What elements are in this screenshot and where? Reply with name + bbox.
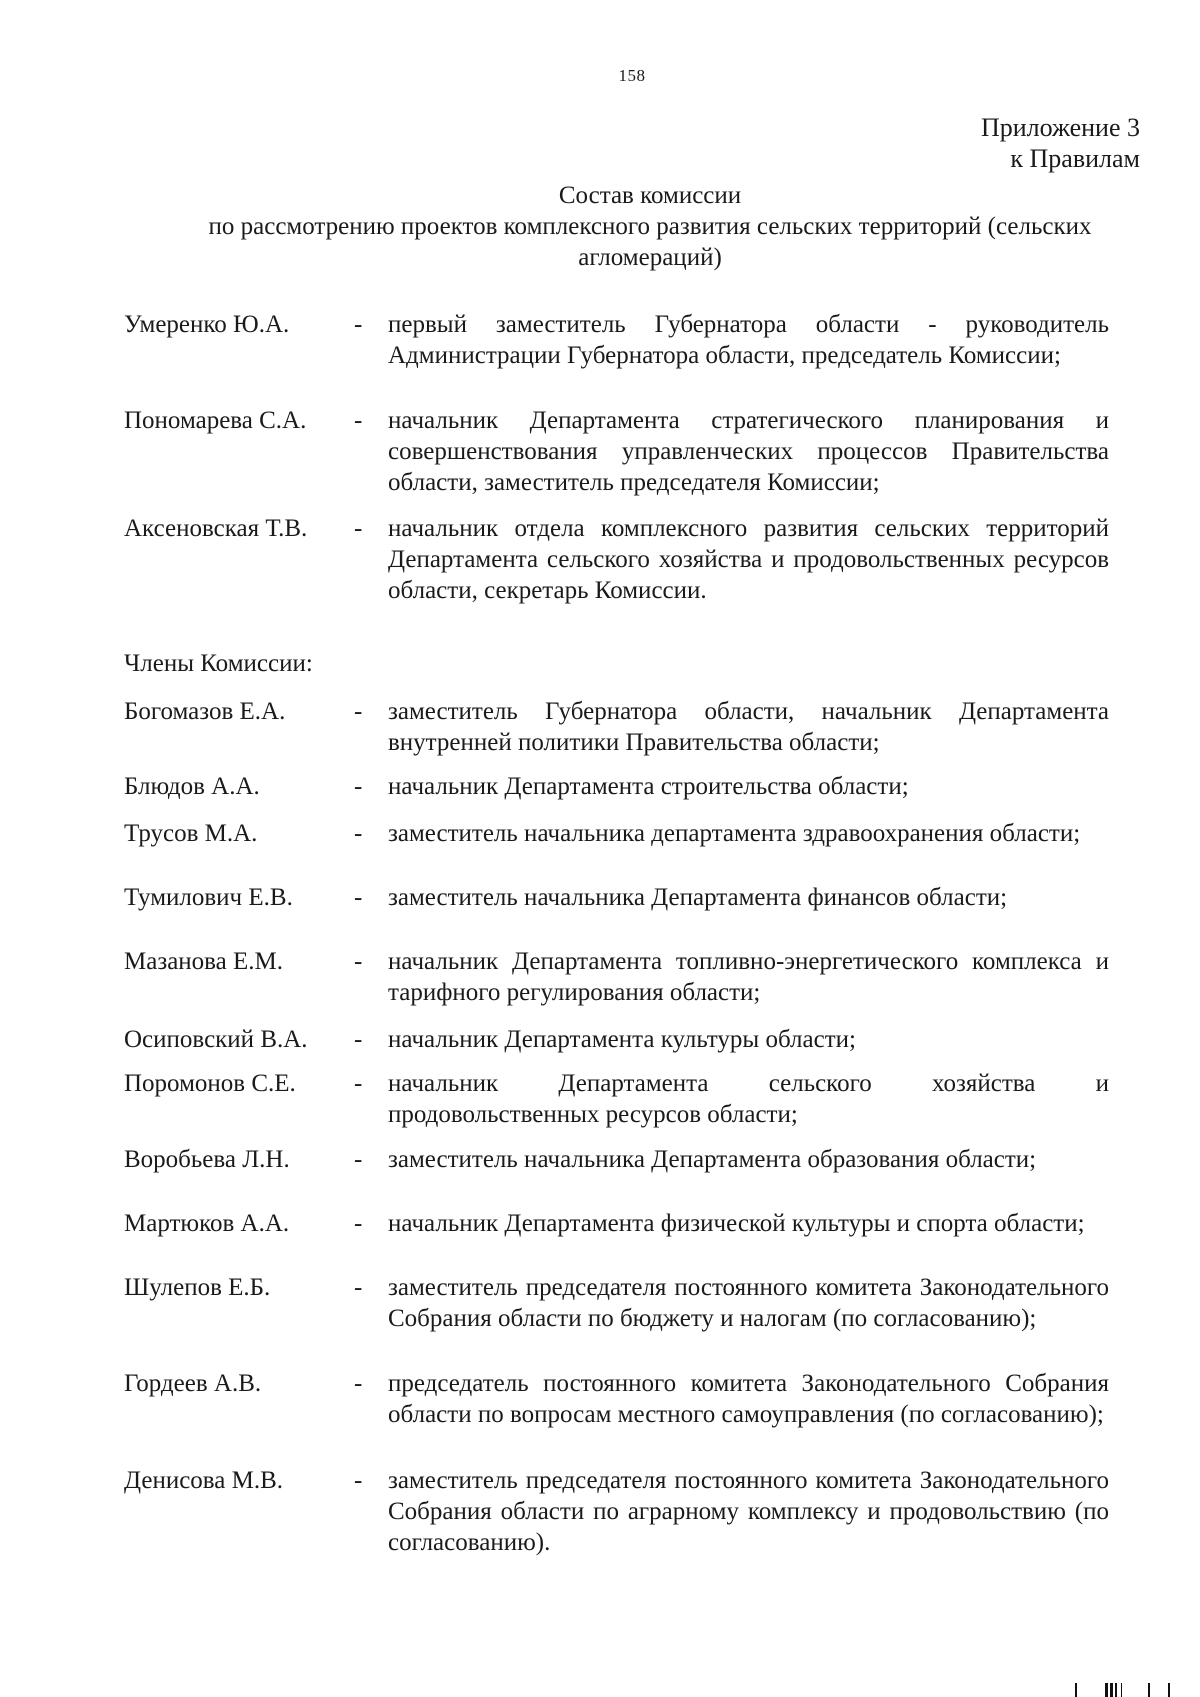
dash-separator: -	[354, 773, 363, 800]
dash-separator: -	[354, 820, 363, 847]
dash-separator: -	[354, 884, 363, 911]
dash-separator: -	[354, 1210, 363, 1237]
appendix-reference	[981, 112, 1140, 174]
dash-separator: -	[354, 1146, 363, 1173]
title-line-2: по рассмотрению проектов комплексного развития сельских территорий (сельских	[208, 213, 1092, 240]
member-name: Шулепов Е.Б.	[124, 1274, 271, 1301]
dash-separator: -	[354, 698, 363, 725]
dash-separator: -	[354, 948, 363, 975]
dash-separator: -	[354, 1370, 363, 1397]
member-role: начальник Департамента стратегического планирования и совершенствования управленческих процессов Правительства области, заместитель председателя Комиссии;	[388, 407, 1109, 496]
member-name: Тумилович Е.В.	[124, 884, 293, 911]
member-name: Умеренко Ю.А.	[124, 311, 290, 338]
dash-separator: -	[354, 1274, 363, 1301]
dash-separator: -	[354, 407, 363, 434]
member-role: начальник Департамента строительства области;	[388, 773, 909, 800]
member-name: Воробьева Л.Н.	[124, 1146, 290, 1173]
member-row	[124, 1144, 1109, 1175]
member-row	[124, 1272, 1109, 1334]
member-name: Мазанова Е.М.	[124, 948, 283, 975]
member-name: Блюдов А.А.	[124, 773, 260, 800]
dash-separator: -	[354, 1026, 363, 1053]
dash-separator: -	[354, 1467, 363, 1494]
member-row	[124, 1068, 1109, 1130]
leader-row	[124, 405, 1109, 498]
member-row	[124, 882, 1109, 913]
member-name: Трусов М.А.	[124, 820, 258, 847]
member-role: заместитель начальника Департамента образования области;	[388, 1146, 1037, 1173]
member-row	[124, 1208, 1109, 1239]
member-name: Аксеновская Т.В.	[124, 515, 308, 542]
dash-separator: -	[354, 515, 363, 542]
member-name: Поромонов С.Е.	[124, 1070, 296, 1097]
member-name: Осиповский В.А.	[124, 1026, 308, 1053]
member-role: начальник Департамента культуры области;	[388, 1026, 856, 1053]
member-role: заместитель начальника Департамента финансов области;	[388, 884, 1008, 911]
member-row	[124, 696, 1109, 758]
member-role: начальник Департамента топливно-энергетического комплекса и тарифного регулирования области;	[388, 948, 1109, 1006]
member-row	[124, 1368, 1109, 1430]
member-name: Пономарева С.А.	[124, 407, 307, 434]
appendix-rules: к Правилам	[1010, 144, 1140, 173]
member-name: Гордеев А.В.	[124, 1370, 262, 1397]
member-role: заместитель председателя постоянного комитета Законодательного Собрания области по аграрному комплексу и продовольствию (по согласованию).	[388, 1467, 1109, 1556]
member-row	[124, 946, 1109, 1008]
member-role: заместитель председателя постоянного комитета Законодательного Собрания области по бюджету и налогам (по согласованию);	[388, 1274, 1109, 1332]
leader-row	[124, 513, 1109, 606]
document-title	[120, 180, 1180, 273]
member-name: Богомазов Е.А.	[124, 698, 286, 725]
member-role: председатель постоянного комитета Законодательного Собрания области по вопросам местного самоуправления (по согласованию);	[388, 1370, 1109, 1428]
member-role: начальник отдела комплексного развития сельских территорий Департамента сельского хозяйства и продовольственных ресурсов области, секретарь Комиссии.	[388, 515, 1109, 604]
dash-separator: -	[354, 1070, 363, 1097]
member-role: начальник Департамента сельского хозяйства и продовольственных ресурсов области;	[388, 1070, 1109, 1128]
member-row	[124, 771, 1109, 802]
title-line-3: агломераций)	[578, 244, 722, 271]
member-role: первый заместитель Губернатора области - руководитель Администрации Губернатора области, председатель Комиссии;	[388, 311, 1109, 369]
member-name: Денисова М.В.	[124, 1467, 284, 1494]
member-role: начальник Департамента физической культуры и спорта области;	[388, 1210, 1085, 1237]
member-name: Мартюков А.А.	[124, 1210, 290, 1237]
leader-row	[124, 309, 1109, 371]
page-number: 158	[618, 66, 646, 85]
member-role: заместитель начальника департамента здравоохранения области;	[388, 820, 1081, 847]
barcode-fragment	[1075, 1675, 1170, 1697]
members-heading: Члены Комиссии:	[124, 650, 313, 677]
title-line-1: Состав комиссии	[558, 182, 742, 209]
member-row	[124, 1024, 1109, 1055]
member-row	[124, 818, 1109, 849]
member-row	[124, 1465, 1109, 1558]
appendix-number: Приложение 3	[980, 113, 1140, 142]
member-role: заместитель Губернатора области, начальник Департамента внутренней политики Правительства области;	[388, 698, 1109, 756]
dash-separator: -	[354, 311, 363, 338]
